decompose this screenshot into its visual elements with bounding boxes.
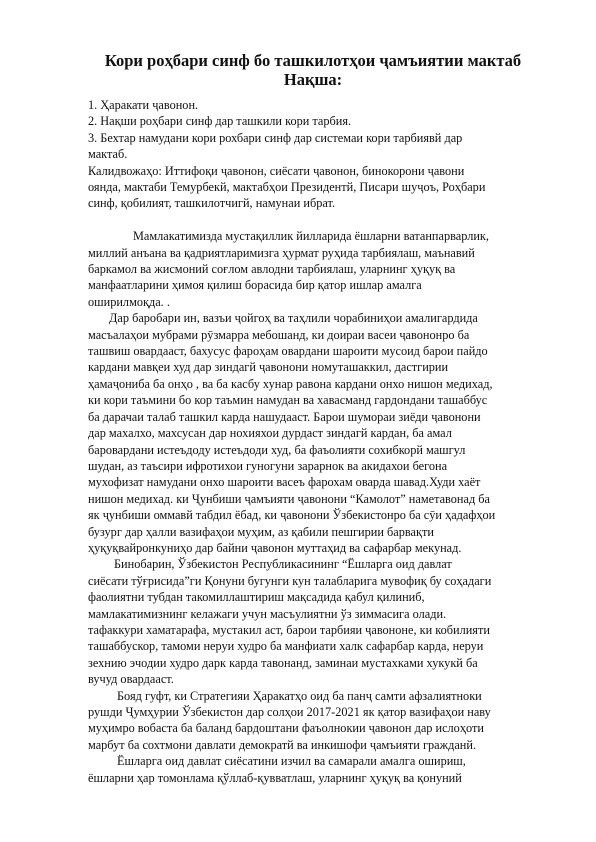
paragraph-line: Дар баробари ин, вазъи ҷойгоҳ ва таҳлили чорабиниҳои амалигардида [109,311,478,326]
paragraph-line: миллий анъана ва қадриятларимизга ҳурмат руҳида тарбиялаш, маънавий [88,245,475,260]
paragraph-line: мамлакатимизнинг келажаги учун масъулиятни ўз зиммасига олади. [88,606,447,621]
paragraph-line: нишон медихад. ки Ҷунбиши ҷамъияти ҷавонони “Камолот” наметавонад ба [88,491,491,506]
paragraph-line: манфаатларини ҳимоя қилиш борасида бир қатор ишлар амалга [88,278,422,293]
paragraph-line: ёшларни ҳар томонлама қўллаб-қувватлаш, уларнинг ҳуқуқ ва қонуний [88,770,462,785]
plan-item: мактаб. [88,147,128,162]
paragraph-line: вучуд овардааст. [88,672,174,687]
paragraph-line: фаолиятни тубдан такомиллаштириш мақсадида қабул қилиниб, [88,590,425,605]
paragraph-line: рушди Ҷумҳурии Ўзбекистон дар солҳои 2017-2021 як қатор вазифаҳои наву [88,705,491,720]
paragraph-line: зехнию эчодии худро дарк карда тавонанд, заминаи мустахками хукукй ба [88,655,478,670]
paragraph-line: ҳуқуқвайронкуниҳо дар байни ҷавонон муттаҳид ва сафарбар мекунад. [88,540,462,555]
paragraph-line: мухофизат намудани онхо шароити васеъ фарохам оварда шавад.Худи хаёт [88,475,481,490]
paragraph-line: ки кори таъмини бо кор таъмин намудан ва хавасманд гардондани ташаббус [88,393,488,408]
paragraph-line: тафаккури хаматарафа, мустакил аст, барои тарбияи ҷавононе, ки кобилияти [88,622,490,637]
paragraph-line: марбут ба сохтмони давлати демократй ва инкишофи ҷамъияти гражданй. [88,737,477,752]
paragraph-line: Ёшларга оид давлат сиёсатини изчил ва самарали амалга ошириш, [117,754,466,769]
document-title [88,51,538,89]
paragraph-line: бузург дар ҳалли вазифаҳои муҳим, аз қабили пешгирии барвақти [88,524,434,539]
paragraph-line: ташвиш овардааст, бахусус фароҳам овардани шароити мусоид барои пайдо [88,344,488,359]
paragraph-line: муҳимро вобаста ба баланд бардоштани фаъолнокии ҷавонон дар ислоҳоти [88,721,484,736]
paragraph-line: ба дарачаи талаб ташкил карда нашудааст. Барои шумораи зиёди ҷавонони [88,409,481,424]
keywords-line: Калидвожаҳо: Иттифоқи ҷавонон, сиёсати ҷавонон, бинокорони ҷавони [88,163,465,178]
paragraph-line: кардани мавқеи худ дар зиндагй ҷавонони номуташаккил, дастгирии [88,360,449,375]
keywords-line: ояндa, мактаби Темурбекй, мактабҳои Президентй, Писари шуҷоъ, Роҳбари [88,180,486,195]
plan-item: 3. Бехтар намудани кори рохбари синф дар системаи кори тарбиявй дар [88,130,463,145]
paragraph-line: ҳамаҷониба ба онҳо , ва ба касбу хунар равона кардани онхо нишон медихад, [88,376,493,391]
paragraph-line: дар махалхо, махсусан дар нохияхои дурдаст зиндагй кардан, ба амал [88,426,452,441]
document-body [88,97,548,786]
plan-item: 2. Нақши роҳбари синф дар ташкили кори тарбия. [88,114,352,129]
paragraph-line: баровардани истеъдоду истеъдоди худ, ба фаъолияти сохибкорй машгул [88,442,466,457]
paragraph-line: ташаббускор, тамоми неруи худро ба манфиати халк сафарбар карда, неруи [88,639,484,654]
title-line: Кори роҳбари синф бо ташкилотҳои ҷамъиятии мактаб [104,51,522,70]
paragraph-line: масъалаҳои мубрами рӯзмарра мебошанд, ки доираи васеи ҷавононро ба [88,327,470,342]
paragraph-line: Мамлакатимизда мустақиллик йилларида ёшларни ватанпарварлик, [133,229,489,244]
plan-item: 1. Ҳаракати ҷавонон. [88,98,199,112]
keywords-line: синф, қобилият, ташкилотчигй, намунаи ибрат. [88,196,336,211]
plan-heading: Нақша: [283,70,343,89]
paragraph-line: Бинобарин, Ўзбекистон Республикасининг “Ёшларга оид давлат [114,557,452,572]
paragraph-line: оширилмоқда. . [88,294,170,309]
paragraph-line: баркамол ва жисмоний соғлом авлодни тарбиялаш, уларнинг ҳуқуқ ва [88,262,456,277]
blank-line [88,212,548,228]
paragraph-line: сиёсати тўғрисида”ги Қонуни бугунги кун талабларига мувофиқ бу соҳадаги [88,573,492,588]
paragraph-line: шудан, аз таъсири ифротихои гуногуни зарарнок ва акидахои бегона [88,458,448,473]
paragraph-line: як ҷунбиши оммавй табдил ёбад, ки ҷавонони Ўзбекистонро ба сӯи ҳадафҳои [88,508,496,523]
paragraph-line: Бояд гуфт, ки Стратегияи Ҳаракатҳо оид ба панҷ самти афзалиятноки [117,688,482,703]
